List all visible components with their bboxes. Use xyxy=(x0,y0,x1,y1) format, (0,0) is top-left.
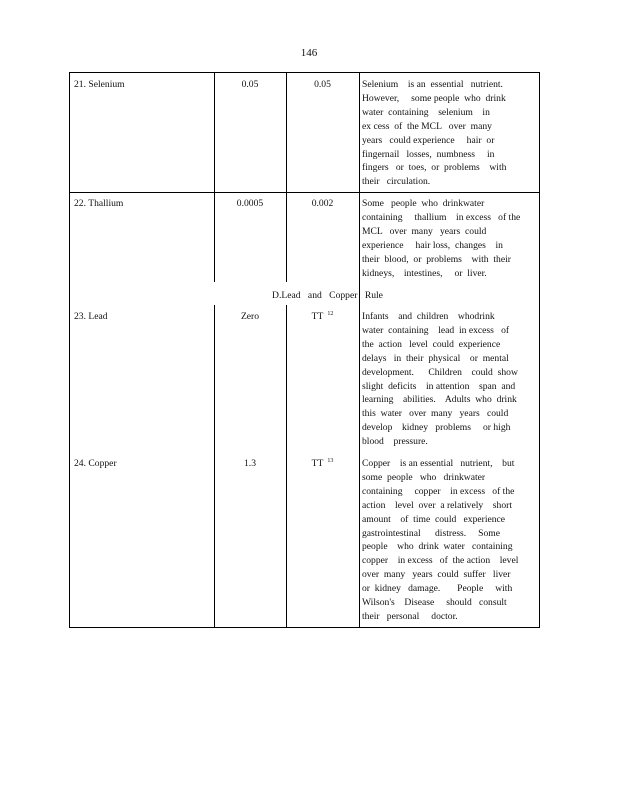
contaminant-table xyxy=(69,72,540,628)
description-line: MCL over many years could xyxy=(362,225,487,237)
table-row-mclg: 0.05 xyxy=(241,79,259,90)
description-line: water containing selenium in xyxy=(362,106,490,118)
description-line: experience hair loss, changes in xyxy=(362,239,503,251)
column-divider xyxy=(214,73,215,282)
table-row-description xyxy=(362,78,534,189)
description-line: fingers or toes, or problems with xyxy=(362,162,507,174)
description-line: action level over a relatively short xyxy=(362,499,512,511)
mcl-value: 0.002 xyxy=(311,198,334,209)
footnote-marker: 12 xyxy=(327,310,334,317)
description-line: some people who drinkwater xyxy=(362,471,486,483)
table-row-mclg: 0.0005 xyxy=(236,198,264,209)
description-line: learning abilities. Adults who drink xyxy=(362,394,517,406)
column-divider xyxy=(286,73,287,282)
description-line: the action level could experience xyxy=(362,338,501,350)
description-line: people who drink water containing xyxy=(362,541,513,553)
description-line: fingernail losses, numbness in xyxy=(362,148,495,160)
table-row-mcl xyxy=(286,457,359,471)
table-row-description xyxy=(362,457,534,624)
description-line: their personal doctor. xyxy=(362,610,458,622)
description-line: over many years could suffer liver xyxy=(362,569,511,581)
description-line: Some people who drinkwater xyxy=(362,198,485,209)
column-divider xyxy=(359,73,360,627)
description-line: ex cess of the MCL over many xyxy=(362,120,492,132)
description-line: copper in excess of the action level xyxy=(362,555,519,567)
description-line: this water over many years could xyxy=(362,408,509,420)
page-number: 146 xyxy=(300,47,318,59)
description-line: containing copper in excess of the xyxy=(362,485,515,497)
description-line: years could experience hair or xyxy=(362,134,495,146)
description-line: However, some people who drink xyxy=(362,92,506,104)
table-row-description xyxy=(362,197,534,280)
description-line: develop kidney problems or high xyxy=(362,422,511,434)
mcl-value: 0.05 xyxy=(314,79,331,90)
description-line: amount of time could experience xyxy=(362,513,506,525)
table-row-mcl xyxy=(286,78,359,92)
description-line: or kidney damage. People with xyxy=(362,583,513,595)
table-row-label: 23. Lead xyxy=(74,311,108,322)
description-line: their circulation. xyxy=(362,176,431,188)
description-line: development. Children could show xyxy=(362,366,518,378)
description-line: Infants and children whodrink xyxy=(362,311,495,322)
table-row-mcl xyxy=(286,310,359,324)
table-row-label: 21. Selenium xyxy=(74,79,125,90)
table-row-label: 22. Thallium xyxy=(74,198,124,209)
table-row-mclg: 1.3 xyxy=(244,458,256,469)
footnote-marker: 13 xyxy=(327,457,334,464)
row-divider xyxy=(70,192,539,193)
description-line: slight deficits in attention span and xyxy=(362,380,516,392)
table-row-mclg: Zero xyxy=(240,311,260,322)
description-line: delays in their physical or mental xyxy=(362,352,509,364)
description-line: their blood, or problems with their xyxy=(362,253,511,265)
table-row-mcl xyxy=(286,197,359,211)
description-line: Wilson's Disease should consult xyxy=(362,597,507,609)
description-line: gastrointestinal distress. Some xyxy=(362,527,501,539)
description-line: containing thallium in excess of the xyxy=(362,211,521,223)
description-line: kidneys, intestines, or liver. xyxy=(362,267,487,279)
description-line: Copper is an essential nutrient, but xyxy=(362,458,515,469)
mcl-value: TT xyxy=(311,458,324,469)
table-row-label: 24. Copper xyxy=(74,458,117,469)
section-heading: D.Lead and Copper Rule xyxy=(272,290,383,301)
mcl-value: TT xyxy=(311,311,324,322)
table-row-description xyxy=(362,310,534,449)
description-line: Selenium is an essential nutrient. xyxy=(362,79,503,90)
description-line: water containing lead in excess of xyxy=(362,324,510,336)
description-line: blood pressure. xyxy=(362,436,428,448)
